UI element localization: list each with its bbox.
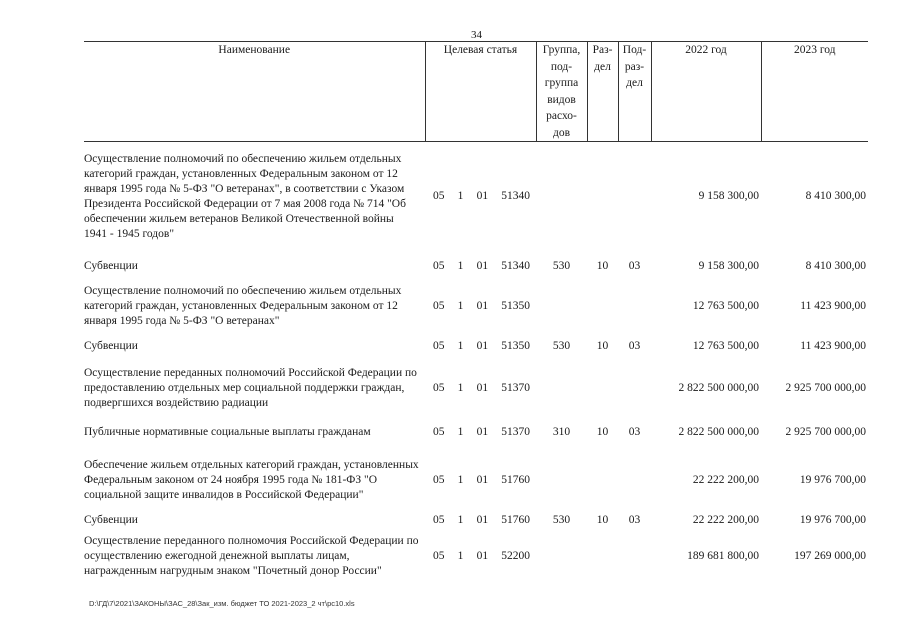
row-name: Публичные нормативные социальные выплаты гражданам [84, 426, 371, 438]
table-row [84, 449, 868, 512]
file-path-footer: D:\ГД\7\2021\ЗАКОНЫ\ЗАС_28\Зак_изм. бюджет ТО 2021-2023_2 чт\рс10.xls [89, 599, 355, 608]
row-section: 10 [596, 259, 609, 272]
code-event: 01 [476, 190, 489, 203]
row-amount-2022: 22 222 200,00 [692, 473, 759, 486]
row-target-article [425, 142, 536, 252]
code-program: 05 [433, 473, 445, 486]
table-row [84, 361, 868, 417]
row-name: Осуществление переданного полномочия Российской Федерации по осуществлению ежегодной денежной выплаты лицам, награжденным нагрудным знаком "Почетный донор России" [84, 534, 419, 577]
row-group [536, 142, 587, 252]
code-direction: 51760 [501, 514, 530, 526]
row-target-article [425, 281, 536, 332]
code-subprogram: 1 [457, 190, 464, 203]
header-year-2023: 2023 год [761, 42, 868, 142]
row-section [587, 449, 618, 512]
row-amount-2022: 2 822 500 000,00 [678, 426, 759, 438]
row-amount-2023: 8 410 300,00 [805, 259, 866, 272]
row-section [587, 142, 618, 252]
row-subsection: 03 [628, 514, 641, 526]
row-amount-2022: 189 681 800,00 [687, 549, 759, 562]
row-amount-2022: 12 763 500,00 [692, 299, 759, 312]
row-name: Субвенции [84, 259, 138, 272]
row-subsection: 03 [628, 339, 641, 352]
code-direction: 51340 [501, 190, 530, 203]
row-amount-2023: 2 925 700 000,00 [785, 382, 866, 394]
code-subprogram: 1 [457, 514, 464, 526]
row-section [587, 361, 618, 417]
row-amount-2022: 2 822 500 000,00 [678, 382, 759, 394]
code-event: 01 [476, 473, 489, 486]
code-event: 01 [476, 299, 489, 312]
row-amount-2023: 8 410 300,00 [805, 190, 866, 203]
header-subsection: Под- раз- дел [618, 42, 651, 142]
header-name: Наименование [84, 42, 425, 142]
code-direction: 51370 [501, 426, 530, 438]
code-direction: 52200 [501, 549, 530, 562]
code-subprogram: 1 [457, 299, 464, 312]
row-subsection [618, 142, 651, 252]
code-program: 05 [433, 259, 445, 272]
table-row [84, 252, 868, 281]
code-program: 05 [433, 514, 445, 526]
row-group: 310 [552, 426, 571, 438]
code-program: 05 [433, 382, 445, 394]
row-amount-2023: 11 423 900,00 [800, 299, 866, 312]
header-year-2022: 2022 год [651, 42, 761, 142]
row-target-article [425, 449, 536, 512]
row-target-article [425, 417, 536, 449]
code-direction: 51370 [501, 382, 530, 394]
row-subsection [618, 281, 651, 332]
table-row [84, 530, 868, 583]
row-amount-2023: 2 925 700 000,00 [785, 426, 866, 438]
table-header-row [84, 42, 868, 142]
row-group [536, 449, 587, 512]
page-number: 34 [471, 29, 482, 41]
code-direction: 51340 [501, 259, 530, 272]
code-direction: 51760 [501, 473, 530, 486]
code-subprogram: 1 [457, 259, 464, 272]
row-section [587, 281, 618, 332]
code-event: 01 [476, 259, 489, 272]
row-target-article [425, 252, 536, 281]
row-target-article [425, 530, 536, 583]
code-subprogram: 1 [457, 339, 464, 352]
header-target-article: Целевая статья [425, 42, 536, 142]
row-amount-2023: 19 976 700,00 [799, 514, 866, 526]
row-target-article [425, 361, 536, 417]
row-subsection [618, 449, 651, 512]
row-subsection [618, 361, 651, 417]
code-direction: 51350 [501, 339, 530, 352]
code-subprogram: 1 [457, 473, 464, 486]
code-program: 05 [433, 339, 445, 352]
row-subsection: 03 [628, 259, 641, 272]
row-section: 10 [596, 514, 609, 526]
row-name: Субвенции [84, 339, 138, 352]
code-program: 05 [433, 426, 445, 438]
budget-table [84, 41, 868, 583]
code-subprogram: 1 [457, 382, 464, 394]
table-row [84, 417, 868, 449]
code-program: 05 [433, 190, 445, 203]
row-name: Осуществление полномочий по обеспечению жильем отдельных категорий граждан, установленных Федеральным законом от 12 января 1995 года № 5-ФЗ "О ветеранах", в соответствии с Указом Президента Российской Федерации от 7 мая 2008 года № 714 "Об обеспечении жильем ветеранов Великой Отечественной войны 1941 - 1945 годов" [84, 152, 406, 240]
row-subsection: 03 [628, 426, 641, 438]
row-group: 530 [552, 339, 571, 352]
header-group: Группа, под- группа видов расхо- дов [536, 42, 587, 142]
code-event: 01 [476, 382, 489, 394]
code-program: 05 [433, 549, 445, 562]
row-amount-2022: 9 158 300,00 [698, 190, 759, 203]
table-row [84, 142, 868, 252]
code-direction: 51350 [501, 299, 530, 312]
row-target-article [425, 512, 536, 530]
table-row [84, 281, 868, 332]
code-subprogram: 1 [457, 426, 464, 438]
row-subsection [618, 530, 651, 583]
row-amount-2023: 197 269 000,00 [794, 549, 866, 562]
row-name: Осуществление полномочий по обеспечению жильем отдельных категорий граждан, установленных Федеральным законом от 12 января 1995 года № 5-ФЗ "О ветеранах" [84, 284, 402, 327]
header-section: Раз- дел [587, 42, 618, 142]
code-event: 01 [476, 514, 489, 526]
row-name: Субвенции [84, 514, 138, 526]
row-group [536, 281, 587, 332]
row-name: Обеспечение жильем отдельных категорий граждан, установленных Федеральным законом от 24 ноября 1995 года № 181-ФЗ "О социальной защите инвалидов в Российской Федерации" [84, 458, 419, 501]
row-amount-2022: 12 763 500,00 [692, 339, 759, 352]
row-section: 10 [596, 426, 609, 438]
row-target-article [425, 332, 536, 361]
row-section: 10 [596, 339, 609, 352]
code-event: 01 [476, 426, 489, 438]
row-amount-2022: 22 222 200,00 [692, 514, 759, 526]
row-amount-2022: 9 158 300,00 [698, 259, 759, 272]
table-row [84, 332, 868, 361]
code-event: 01 [476, 339, 489, 352]
code-event: 01 [476, 549, 489, 562]
code-program: 05 [433, 299, 445, 312]
row-amount-2023: 19 976 700,00 [799, 473, 866, 486]
row-amount-2023: 11 423 900,00 [800, 339, 866, 352]
row-name: Осуществление переданных полномочий Российской Федерации по предоставлению отдельных мер социальной поддержки граждан, подвергшихся воздействию радиации [84, 367, 417, 409]
row-group [536, 530, 587, 583]
row-group [536, 361, 587, 417]
code-subprogram: 1 [457, 549, 464, 562]
row-group: 530 [552, 259, 571, 272]
row-group: 530 [552, 514, 571, 526]
row-section [587, 530, 618, 583]
table-row [84, 512, 868, 530]
